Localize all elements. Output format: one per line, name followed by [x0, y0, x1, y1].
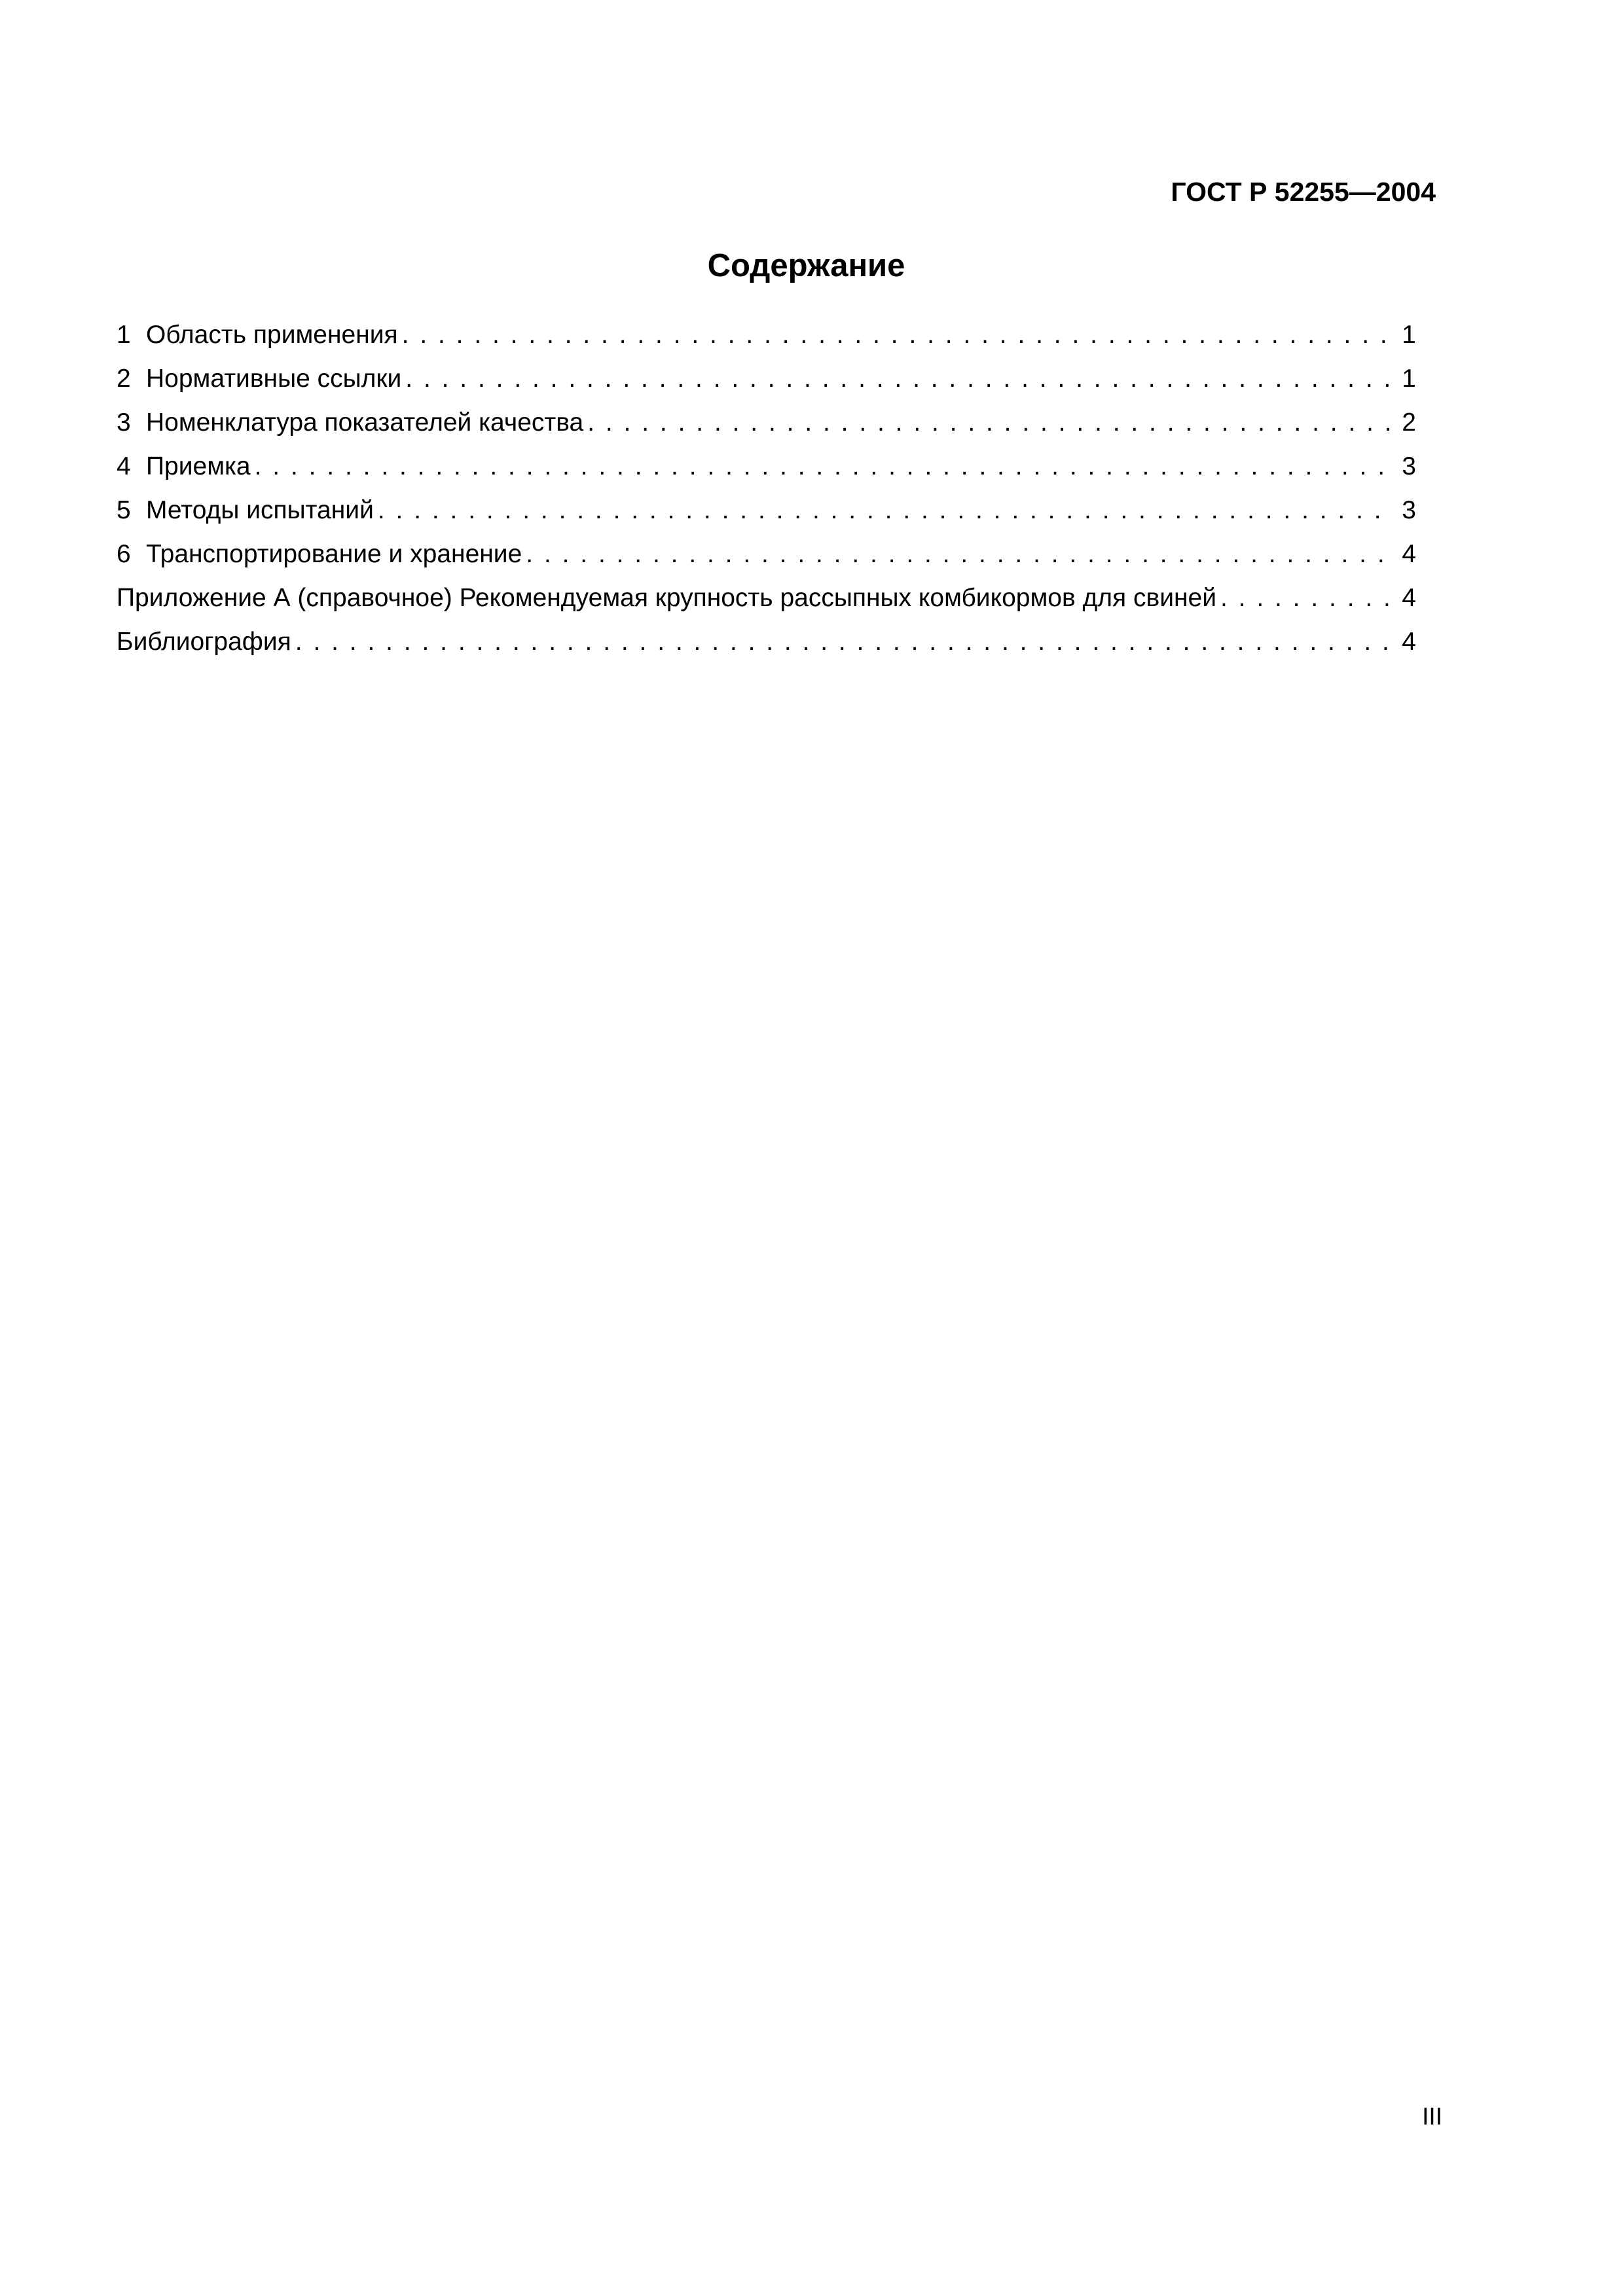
dot-leader	[378, 488, 1391, 532]
toc-entry-number: 3	[117, 408, 131, 437]
toc-entry-page: 2	[1402, 408, 1416, 437]
toc-entry-number: 5	[117, 496, 131, 524]
toc-entry-title: Библиография	[117, 628, 291, 656]
document-code: ГОСТ Р 52255—2004	[1171, 177, 1436, 207]
toc-entry-number: 4	[117, 452, 131, 480]
dot-leader	[587, 401, 1391, 444]
table-of-contents	[117, 313, 1416, 664]
dot-leader	[1220, 576, 1391, 620]
toc-entry-title: Приемка	[146, 452, 251, 480]
toc-entry-normative-references[interactable]	[117, 357, 1416, 401]
toc-entry-page: 1	[1402, 321, 1416, 349]
toc-entry-page: 3	[1402, 496, 1416, 524]
toc-entry-appendix-a[interactable]	[117, 576, 1416, 620]
toc-entry-number: 2	[117, 365, 131, 393]
toc-entry-transport-storage[interactable]	[117, 532, 1416, 576]
dot-leader	[405, 357, 1391, 401]
dot-leader	[255, 444, 1391, 488]
toc-entry-bibliography[interactable]	[117, 620, 1416, 664]
toc-entry-title: Приложение А (справочное) Рекомендуемая крупность рассыпных комбикормов для свиней	[117, 584, 1216, 612]
toc-entry-quality-indicators[interactable]	[117, 401, 1416, 444]
toc-entry-page: 4	[1402, 540, 1416, 568]
dot-leader	[295, 620, 1391, 664]
toc-entry-page: 3	[1402, 452, 1416, 480]
toc-entry-title: Транспортирование и хранение	[146, 540, 522, 568]
toc-entry-number: 6	[117, 540, 131, 568]
toc-entry-title: Методы испытаний	[146, 496, 374, 524]
page-number: III	[1422, 2103, 1442, 2130]
toc-title	[0, 247, 1623, 284]
toc-entry-test-methods[interactable]	[117, 488, 1416, 532]
dot-leader	[526, 532, 1391, 576]
dot-leader	[402, 313, 1391, 357]
toc-title-text: Содержание	[707, 248, 905, 283]
toc-entry-title: Номенклатура показателей качества	[146, 408, 584, 437]
toc-entry-title: Область применения	[146, 321, 398, 349]
toc-entry-acceptance[interactable]	[117, 444, 1416, 488]
toc-entry-page: 1	[1402, 365, 1416, 393]
toc-entry-scope[interactable]	[117, 313, 1416, 357]
toc-entry-page: 4	[1402, 628, 1416, 656]
toc-entry-number: 1	[117, 321, 131, 349]
toc-entry-title: Нормативные ссылки	[146, 365, 402, 393]
toc-entry-page: 4	[1402, 584, 1416, 612]
